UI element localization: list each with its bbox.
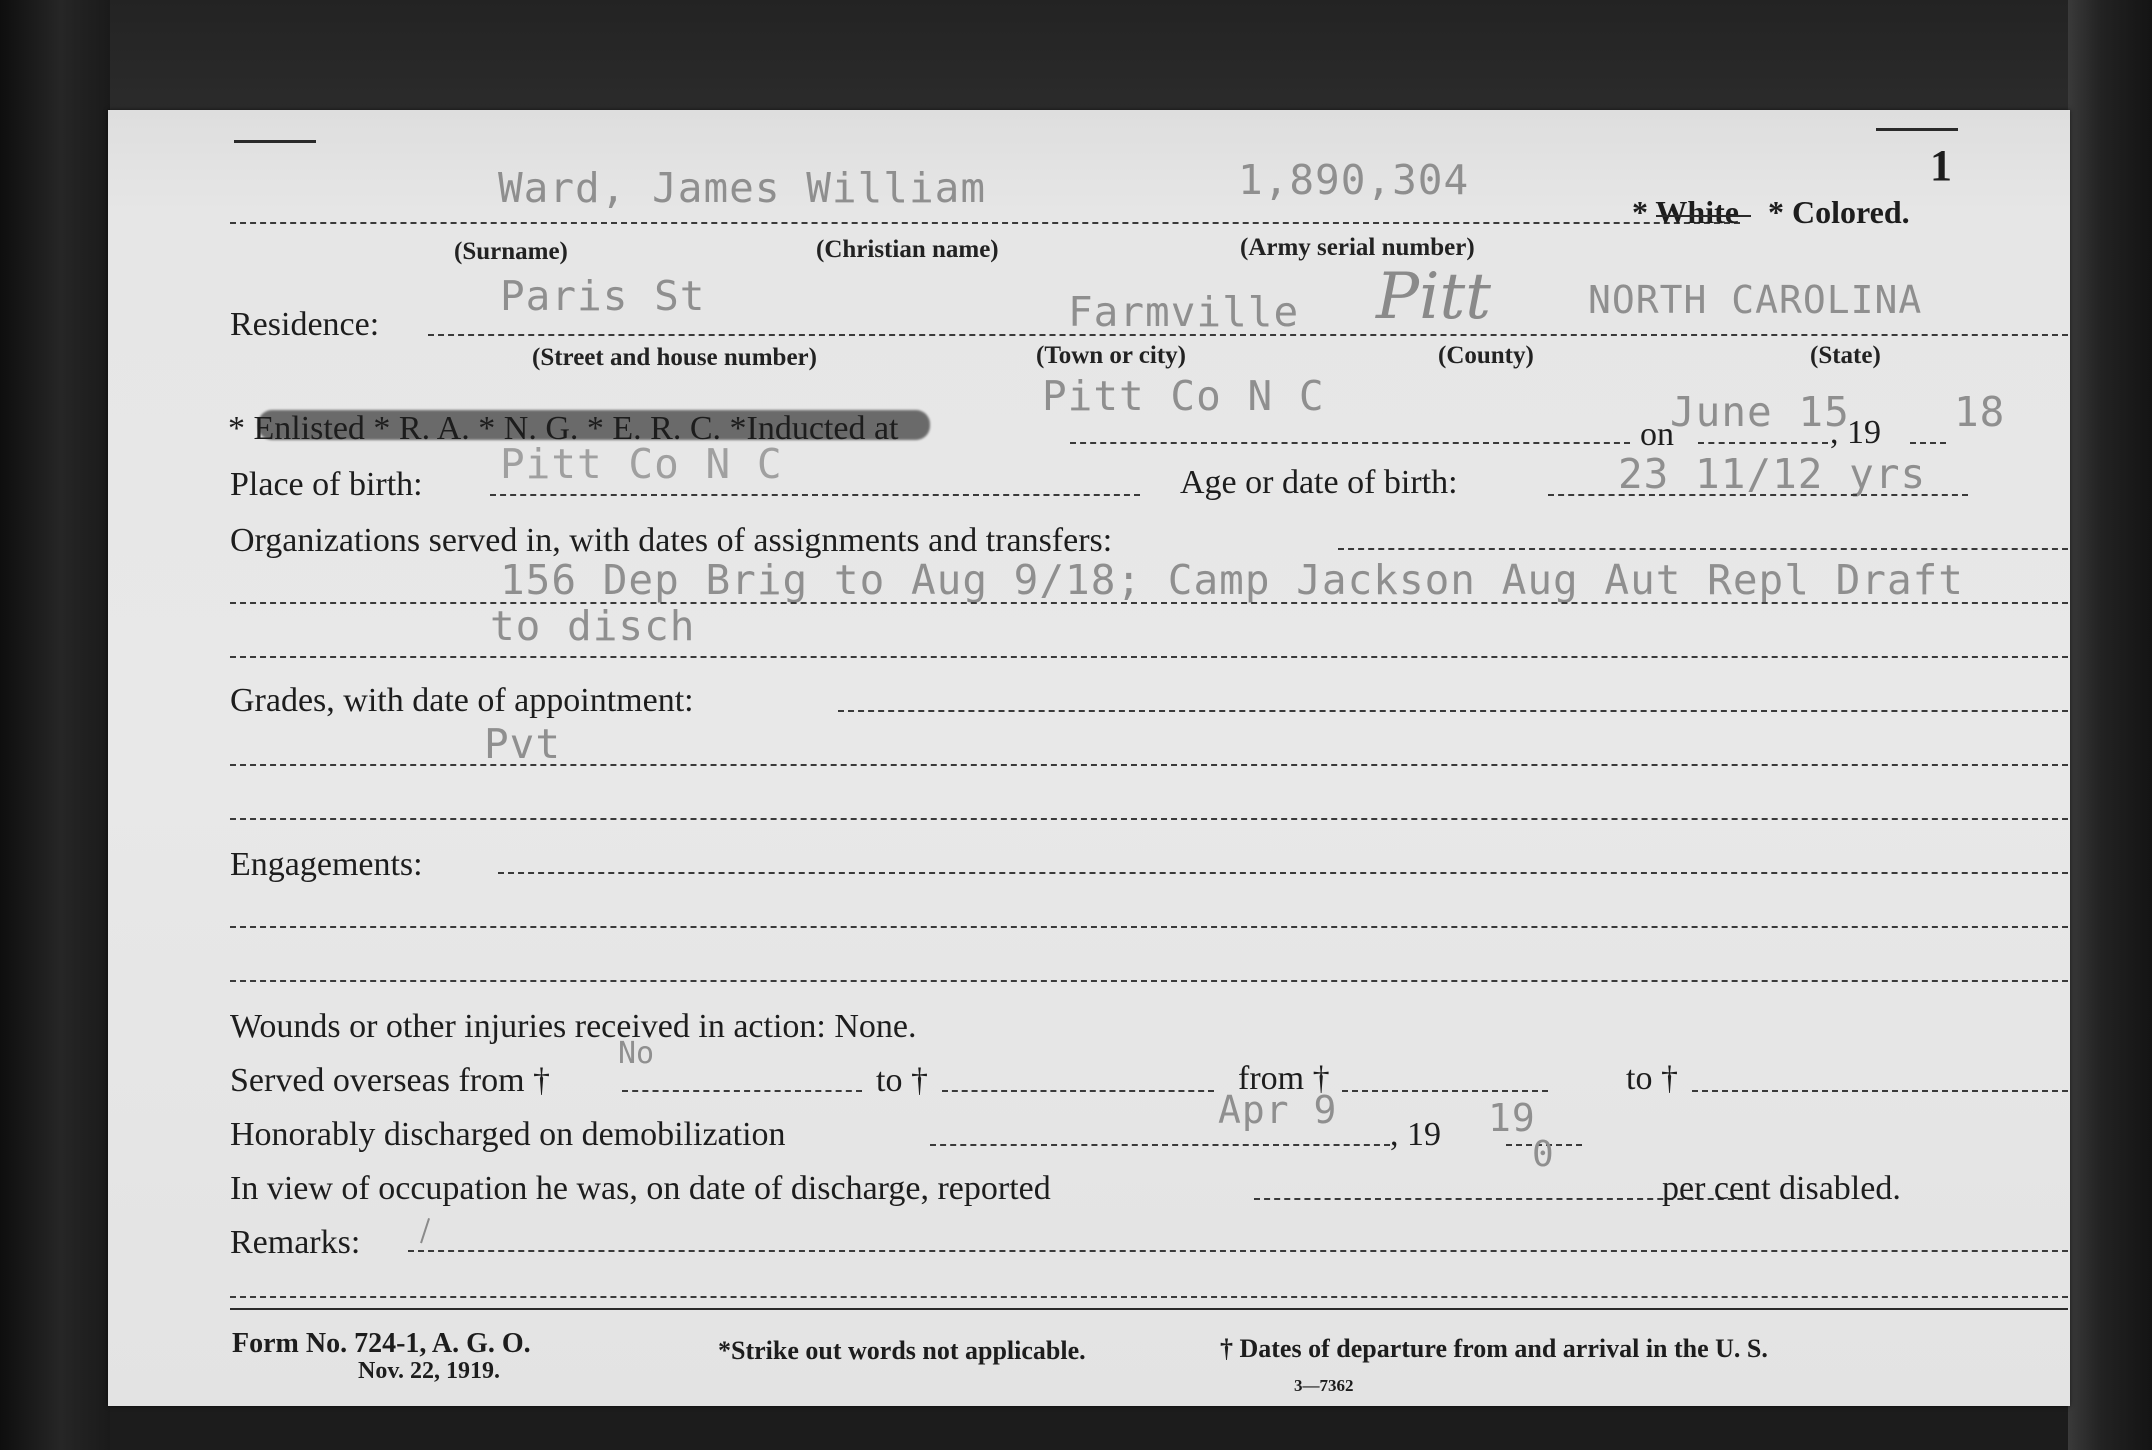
residence-label: Residence: xyxy=(230,306,380,343)
organizations-line-3 xyxy=(230,656,2068,658)
disability-value: 0 xyxy=(1532,1134,1554,1175)
state-caption: (State) xyxy=(1810,342,1881,369)
town-value: Farmville xyxy=(1068,288,1300,336)
grades-line-2 xyxy=(230,764,2068,766)
grades-value: Pvt xyxy=(484,720,562,768)
induction-year-line xyxy=(1910,442,1946,444)
organizations-value-2: to disch xyxy=(490,602,696,650)
state-value: NORTH CAROLINA xyxy=(1588,278,1923,322)
street-caption: (Street and house number) xyxy=(532,344,817,371)
overseas-to2-label: to † xyxy=(1626,1060,1678,1097)
overseas-from2-label: from † xyxy=(1238,1060,1330,1097)
race-white-strike xyxy=(1656,215,1751,217)
induction-date-line xyxy=(1698,442,1828,444)
christian-name-caption: (Christian name) xyxy=(816,236,999,263)
remarks-line-1 xyxy=(408,1250,2068,1252)
town-caption: (Town or city) xyxy=(1036,342,1186,369)
serial-value: 1,890,304 xyxy=(1238,156,1470,204)
street-value: Paris St xyxy=(500,272,706,320)
overseas-from-label: Served overseas from † xyxy=(230,1062,551,1099)
organizations-label: Organizations served in, with dates of assignments and transfers: xyxy=(230,522,1113,559)
race-white-text: * White xyxy=(1632,194,1739,230)
induction-place-value: Pitt Co N C xyxy=(1042,372,1325,420)
scan-background-top xyxy=(0,0,2152,112)
dates-note: † Dates of departure from and arrival in the U. S. xyxy=(1220,1334,1768,1363)
overseas-from-line xyxy=(622,1090,862,1092)
top-right-rule xyxy=(1876,128,1958,131)
induction-date-value: June 15 xyxy=(1670,388,1850,436)
discharge-year-prefix: , 19 xyxy=(1390,1116,1441,1153)
organizations-line-1 xyxy=(1338,548,2068,550)
induction-year-value: 18 xyxy=(1954,388,2006,436)
top-left-rule xyxy=(234,140,316,143)
discharge-date-line xyxy=(930,1144,1390,1146)
discharge-label: Honorably discharged on demobilization xyxy=(230,1116,786,1153)
card-number: 1 xyxy=(1930,141,1952,190)
discharge-date-value: Apr 9 xyxy=(1218,1088,1338,1132)
county-caption: (County) xyxy=(1438,342,1534,369)
remarks-line-2 xyxy=(230,1296,2068,1298)
surname-caption: (Surname) xyxy=(454,238,568,265)
age-line xyxy=(1548,494,1968,496)
overseas-to-line xyxy=(942,1090,1214,1092)
overseas-value: No xyxy=(618,1036,655,1071)
birth-place-line xyxy=(490,494,1140,496)
induction-year-prefix: , 19 xyxy=(1830,414,1881,451)
induction-place-line xyxy=(1070,442,1630,444)
form-date: Nov. 22, 1919. xyxy=(358,1358,501,1384)
service-record-card xyxy=(108,110,2070,1406)
engagements-line-3 xyxy=(230,980,2068,982)
race-colored-label: * Colored. xyxy=(1768,194,1910,230)
footer-rule xyxy=(230,1308,2068,1310)
overseas-to2-line xyxy=(1692,1090,2068,1092)
print-code: 3—7362 xyxy=(1294,1376,1354,1395)
birth-place-label: Place of birth: xyxy=(230,466,423,503)
county-value: Pitt xyxy=(1376,260,1491,334)
residence-line xyxy=(428,334,2068,336)
engagements-line-1 xyxy=(498,872,2068,874)
scan-background-left xyxy=(0,0,110,1450)
engagements-line-2 xyxy=(230,926,2068,928)
name-line xyxy=(230,222,1740,224)
birth-place-value: Pitt Co N C xyxy=(500,440,783,488)
strike-note: *Strike out words not applicable. xyxy=(718,1336,1086,1365)
grades-line-3 xyxy=(230,818,2068,820)
disability-suffix: per cent disabled. xyxy=(1662,1170,1901,1207)
race-white-label xyxy=(1632,194,1739,231)
induction-label: * Enlisted * R. A. * N. G. * E. R. C. *Inducted at xyxy=(228,410,899,447)
grades-label: Grades, with date of appointment: xyxy=(230,682,694,719)
discharge-year-value: 19 xyxy=(1488,1096,1536,1140)
organizations-value-1: 156 Dep Brig to Aug 9/18; Camp Jackson Aug Aut Repl Draft xyxy=(500,556,1964,604)
age-label: Age or date of birth: xyxy=(1180,464,1458,501)
induction-on-label: on xyxy=(1640,416,1674,453)
remarks-label: Remarks: xyxy=(230,1224,361,1261)
engagements-label: Engagements: xyxy=(230,846,423,883)
age-value: 23 11/12 yrs xyxy=(1618,450,1927,498)
serial-caption: (Army serial number) xyxy=(1240,234,1475,261)
disability-label: In view of occupation he was, on date of discharge, reported xyxy=(230,1170,1051,1207)
form-number: Form No. 724-1, A. G. O. xyxy=(232,1328,531,1359)
wounds-label: Wounds or other injuries received in action: None. xyxy=(230,1008,917,1045)
name-value: Ward, James William xyxy=(498,164,986,212)
overseas-to-label: to † xyxy=(876,1062,928,1099)
remarks-mark xyxy=(420,1218,432,1244)
grades-line-1 xyxy=(838,710,2068,712)
overseas-from2-line xyxy=(1342,1090,1548,1092)
scan-background-right xyxy=(2068,0,2152,1450)
